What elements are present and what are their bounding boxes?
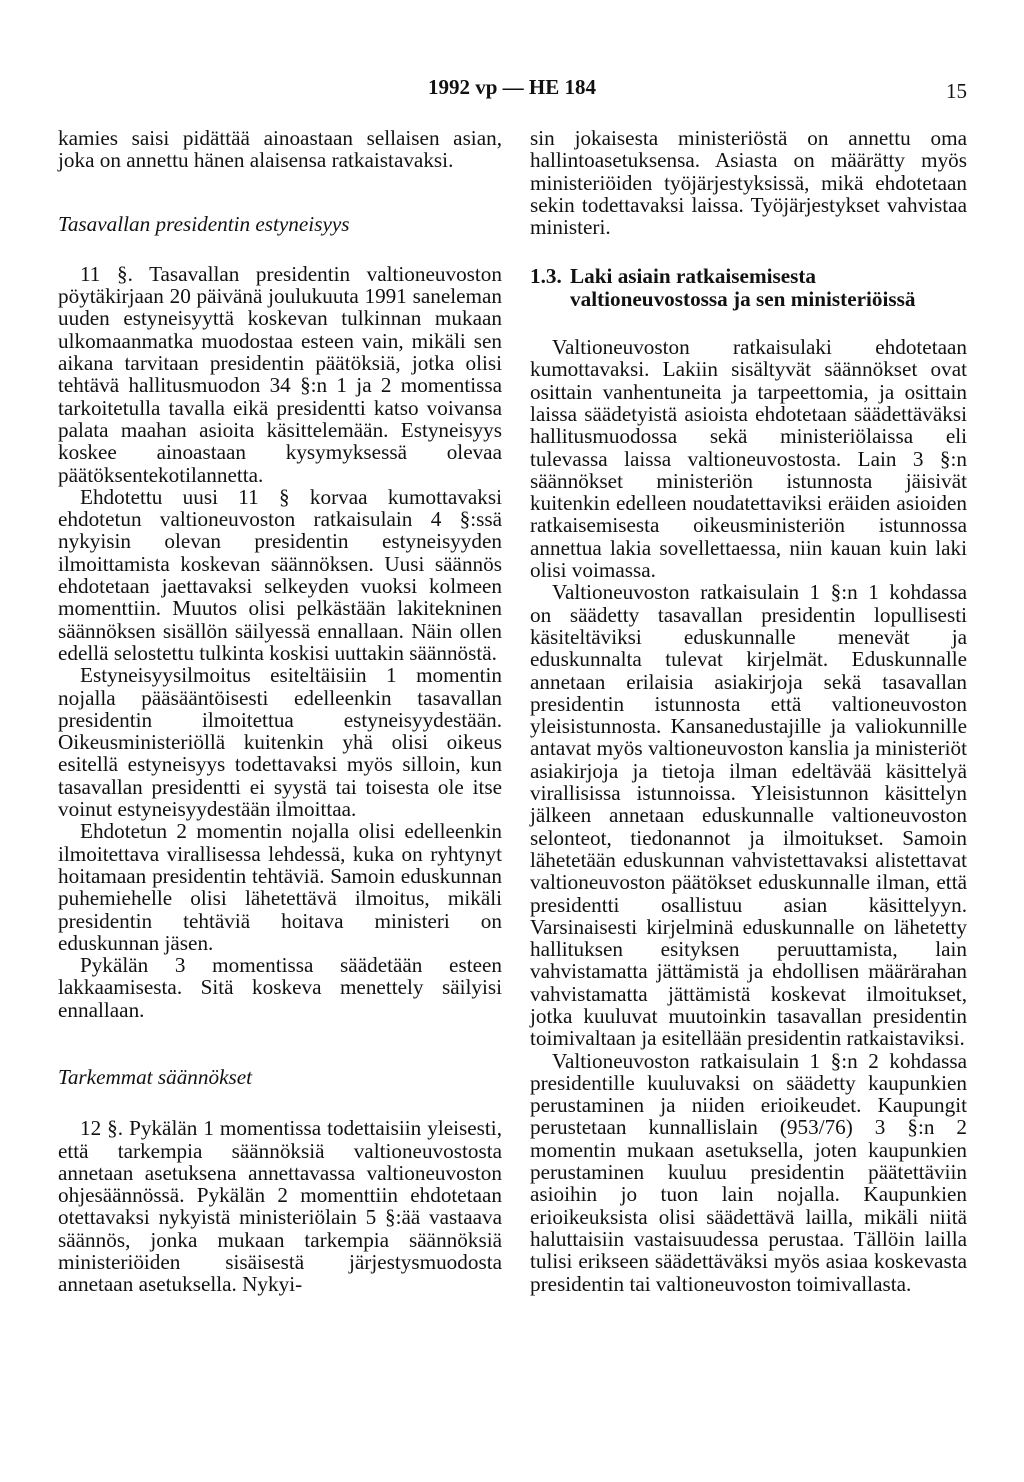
section-subheading: Tarkemmat säännökset — [58, 1064, 253, 1089]
section-number: 1.3. — [530, 264, 562, 289]
paragraph: Valtioneuvoston ratkaisulain 1 §:n 1 kohdassa on säädetty tasavallan presidentin lopullisesti käsiteltäviksi eduskunnalle menevät ja eduskunnalta tulevat kirjelmät. Eduskunnalle annetaan erilaisia asiakirjoja sekä tasavallan presidentin istunnosta että valtioneuvoston yleisistunnosta. Kansanedustajille ja valiokunnille antavat myös valtioneuvoston kanslia ja ministeriöt asiakirjoja ja tietoja ilman edeltävää käsittelyä virallisissa istunnoissa. Yleisistunnon käsittelyn jälkeen annetaan eduskunnalle valtioneuvoston selonteot, tiedonannot ja ilmoitukset. Samoin lähetetään eduskunnan vahvistettavaksi alistettavat valtioneuvoston päätökset eduskunnalle ilman, että presidentti osallistuu asian käsittelyyn. Varsinaisesti kirjelminä eduskunnalle on lähetetty hallituksen esityksen peruuttamista, lain vahvistamatta jättämistä ja ehdollisen määrärahan vahvistamatta jättämistä koskevat ilmoitukset, jotka kuuluvat muutoinkin tasavallan presidentin toimivaltaan ja esitellään presidentin ratkaistaviksi. — [530, 580, 967, 1051]
left-column — [58, 127, 502, 1296]
paragraph: Estyneisyysilmoitus esiteltäisiin 1 momentin nojalla pääsääntöisesti edelleenkin tasavallan presidentin ilmoitettua estyneisyydestään. Oikeusministeriöllä kuitenkin yhä olisi oikeus esitellä estyneisyys todettavaksi myös silloin, kun tasavallan presidentti ei syystä tai toisesta ole itse voinut estyneisyydestään ilmoittaa. — [58, 663, 502, 822]
right-column — [530, 127, 967, 1295]
section-heading — [530, 265, 967, 310]
paragraph: sin jokaisesta ministeriöstä on annettu oma hallintoasetuksensa. Asiasta on määrätty myös ministeriöiden työjärjestyksissä, mikä ehdotetaan sekin todettavaksi laissa. Työjärjestykset vahvistaa ministeri. — [530, 126, 967, 240]
paragraph: Ehdotetun 2 momentin nojalla olisi edelleenkin ilmoitettava virallisessa lehdessä, kuka on ryhtynyt hoitamaan presidentin tehtäviä. Samoin eduskunnan puhemiehelle olisi lähetettävä ilmoitus, mikäli presidentin tehtäviä hoitava ministeri on eduskunnan jäsen. — [58, 819, 502, 955]
page-number: 15 — [946, 79, 967, 103]
paragraph: Ehdotettu uusi 11 § korvaa kumottavaksi ehdotetun valtioneuvoston ratkaisulain 4 §:ssä nykyisin olevan presidentin estyneisyyden ilmoittamista koskevan säännöksen. Uusi säännös ehdotetaan jaettavaksi selkeyden vuoksi kolmeen momenttiin. Muutos olisi pelkästään lakitekninen säännöksen sisällön säilyessä ennallaan. Näin ollen edellä selostettu tulkinta koskisi uuttakin säännöstä. — [58, 484, 502, 665]
paragraph: Valtioneuvoston ratkaisulaki ehdotetaan kumottavaksi. Lakiin sisältyvät säännökset ovat osittain vanhentuneita ja tarpeettomia, ja osittain laissa säädetyistä asioista ehdotetaan säädettäväksi hallitusmuodossa sekä ministeriölaissa eli tulevassa laissa valtioneuvostosta. Lain 3 §:n säännökset ministeriön istunnosta jäisivät kuitenkin edelleen noudatettaviksi eräiden asioiden ratkaisemisesta oikeusministeriön istunnossa annettua lakia sovellettaessa, niin kauan kuin laki olisi voimassa. — [530, 335, 967, 583]
page-header — [0, 72, 1024, 102]
section-subheading: Tasavallan presidentin estyneisyys — [58, 211, 350, 236]
section-title: Laki asiain ratkaisemisesta valtioneuvostossa ja sen ministeriöissä — [570, 264, 916, 311]
paragraph: 12 §. Pykälän 1 momentissa todettaisiin yleisesti, että tarkempia säännöksiä valtioneuvostosta annetaan asetuksena annettavassa valtioneuvoston ohjesäännössä. Pykälän 2 momenttiin ehdotetaan otettavaksi nykyistä ministeriölain 5 §:ää vastaava säännös, jonka mukaan tarkempia säännöksiä ministeriöiden sisäisestä järjestysmuodosta annetaan asetuksella. Nykyi- — [58, 1116, 502, 1297]
paragraph: Valtioneuvoston ratkaisulain 1 §:n 2 kohdassa presidentille kuuluvaksi on säädetty kaupunkien perustaminen ja niiden erioikeudet. Kaupungit perustetaan kunnallislain (953/76) 3 §:n 2 momentin mukaan asetuksella, joten kaupunkien perustaminen kuuluu presidentin päätettäviin asioihin jo tuon lain nojalla. Kaupunkien erioikeuksista olisi säädettävä lailla, mikäli niitä haluttaisiin vastaisuudessa perustaa. Tällöin lailla tulisi erikseen säädettäväksi myös asiaa koskevasta presidentin tai valtioneuvoston toimivallasta. — [530, 1048, 967, 1296]
paragraph: 11 §. Tasavallan presidentin valtioneuvoston pöytäkirjaan 20 päivänä joulukuuta 1991 saneleman uuden estyneisyyttä koskevan tulkinnan mukaan ulkomaanmatka muodostaa esteen vain, mikäli sen aikana tarvitaan presidentin päätöksiä, jotka olisi tehtävä hallitusmuodon 34 §:n 1 ja 2 momentissa tarkoitetulla tavalla eikä presidentti katso voivansa palata maahan asioita käsittelemään. Estyneisyys koskee ainoastaan kysymyksessä olevaa päätöksentekotilannetta. — [58, 261, 502, 487]
running-title: 1992 vp — HE 184 — [427, 75, 597, 99]
paragraph: Pykälän 3 momentissa säädetään esteen lakkaamisesta. Sitä koskeva menettely säilyisi ennallaan. — [58, 953, 502, 1022]
paragraph: kamies saisi pidättää ainoastaan sellaisen asian, joka on annettu hänen alaisensa ratkaistavaksi. — [58, 126, 502, 173]
